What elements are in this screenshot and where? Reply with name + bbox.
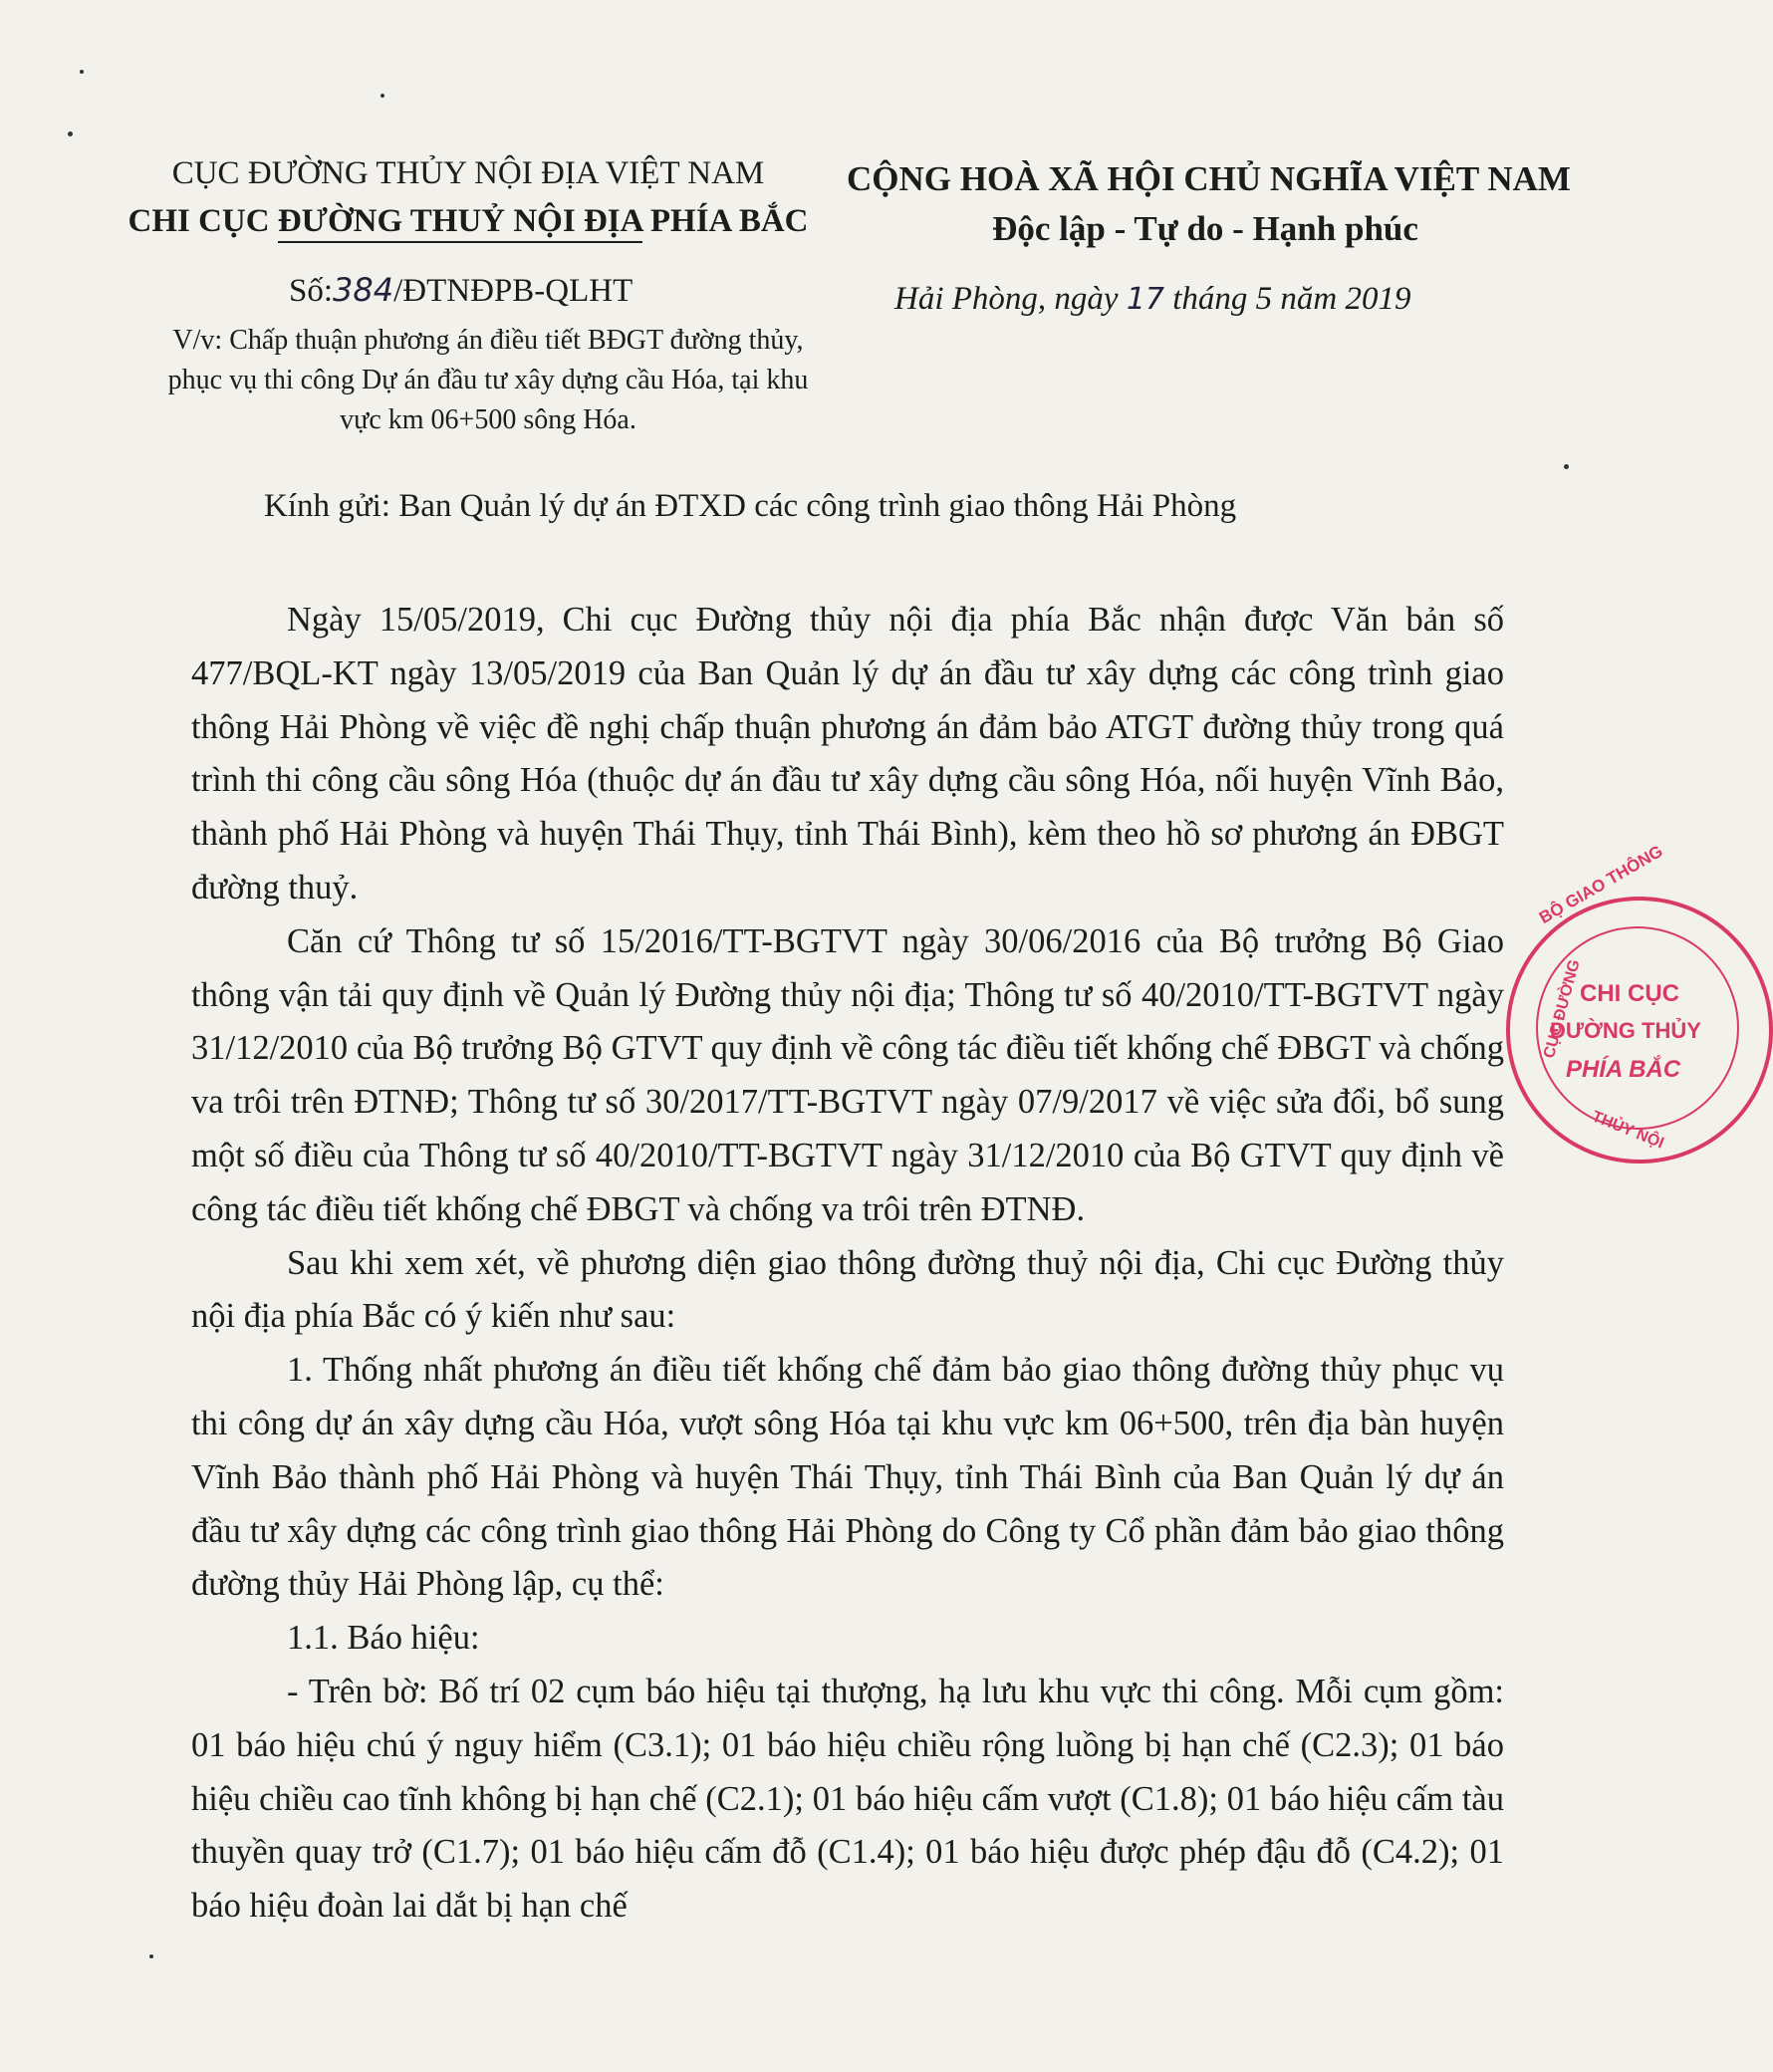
document-number-handwritten: 384 xyxy=(333,271,394,309)
seal-line-1: CHI CỤC xyxy=(1580,980,1679,1007)
paragraph-onshore-signs: - Trên bờ: Bố trí 02 cụm báo hiệu tại thượng, hạ lưu khu vực thi công. Mỗi cụm gồm: 01 báo hiệu chú ý nguy hiểm (C3.1); 01 báo hiệu chiều rộng luồng bị hạn chế (C2.3); 01 báo hiệu chiều cao tĩnh không bị hạn chế (C2.1); 01 báo hiệu cấm vượt (C1.8); 01 báo hiệu cấm tàu thuyền quay trở (C1.7); 01 báo hiệu cấm đỗ (C1.4); 01 báo hiệu được phép đậu đỗ (C4.2); 01 báo hiệu đoàn lai dắt bị hạn chế xyxy=(191,1672,1504,1926)
scan-speck xyxy=(1564,464,1569,469)
paragraph-item-1-1: 1.1. Báo hiệu: xyxy=(287,1619,480,1658)
place-date xyxy=(894,281,1411,318)
scan-speck xyxy=(149,1954,153,1958)
national-header xyxy=(847,154,1571,254)
letter-body xyxy=(191,594,1504,1934)
scan-speck xyxy=(80,70,84,74)
seal-line-2: ĐƯỜNG THỦY xyxy=(1550,1018,1701,1043)
seal-arc-top: BỘ GIAO THÔNG xyxy=(1536,841,1666,928)
day-handwritten: 17 xyxy=(1126,282,1164,317)
document-number xyxy=(289,271,633,310)
seal-arc-bottom: THỦY NỘI xyxy=(1589,1108,1666,1153)
seal-line-3: PHÍA BẮC xyxy=(1566,1056,1681,1083)
official-seal xyxy=(1506,841,1773,1164)
paragraph-receipt: Ngày 15/05/2019, Chi cục Đường thủy nội địa phía Bắc nhận được Văn bản số 477/BQL-KT ngày 13/05/2019 của Ban Quản lý dự án đầu tư xây dựng các công trình giao thông Hải Phòng về việc đề nghị chấp thuận phương án đảm bảo ATGT đường thủy trong quá trình thi công cầu sông Hóa (thuộc dự án đầu tư xây dựng cầu sông Hóa, nối huyện Vĩnh Bảo, thành phố Hải Phòng và huyện Thái Thụy, tỉnh Thái Bình), kèm theo hồ sơ phương án ĐBGT đường thuỷ. xyxy=(191,601,1504,906)
place-date-prefix: Hải Phòng, ngày xyxy=(894,281,1119,317)
place-date-suffix: tháng 5 năm 2019 xyxy=(1172,281,1411,317)
paragraph-item-1: 1. Thống nhất phương án điều tiết khống chế đảm bảo giao thông đường thủy phục vụ thi công dự án xây dựng cầu Hóa, vượt sông Hóa tại khu vực km 06+500, trên địa bàn huyện Vĩnh Bảo thành phố Hải Phòng và huyện Thái Thụy, tỉnh Thái Bình của Ban Quản lý dự án đầu tư xây dựng các công trình giao thông Hải Phòng do Công ty Cổ phần đảm bảo giao thông đường thủy Hải Phòng lập, cụ thể: xyxy=(191,1351,1504,1604)
issuing-agency xyxy=(100,197,837,245)
scan-speck xyxy=(68,131,73,136)
recipient-line: Kính gửi: Ban Quản lý dự án ĐTXD các công trình giao thông Hải Phòng xyxy=(264,488,1237,524)
paragraph-opinion-intro: Sau khi xem xét, về phương diện giao thông đường thuỷ nội địa, Chi cục Đường thủy nội địa phía Bắc có ý kiến như sau: xyxy=(191,1243,1504,1336)
issuer-block xyxy=(100,149,837,245)
nation-title: CỘNG HOÀ XÃ HỘI CHỦ NGHĨA VIỆT NAM xyxy=(847,159,1571,198)
paragraph-legal-basis: Căn cứ Thông tư số 15/2016/TT-BGTVT ngày 30/06/2016 của Bộ trưởng Bộ Giao thông vận tải quy định về Quản lý Đường thủy nội địa; Thông tư số 40/2010/TT-BGTVT ngày 31/12/2010 của Bộ trưởng Bộ GTVT quy định về công tác điều tiết khống chế ĐBGT và chống va trôi trên ĐTNĐ; Thông tư số 30/2017/TT-BGTVT ngày 07/9/2017 về việc sửa đổi, bổ sung một số điều của Thông tư số 40/2010/TT-BGTVT ngày 31/12/2010 của Bộ GTVT quy định về công tác điều tiết khống chế ĐBGT và chống va trôi trên ĐTNĐ. xyxy=(191,921,1504,1228)
seal-arc-left: CỤC ĐƯỜNG xyxy=(1540,957,1584,1061)
subject-line: V/v: Chấp thuận phương án điều tiết BĐGT đường thủy, phục vụ thi công Dự án đầu tư xây dựng cầu Hóa, tại khu vực km 06+500 sông Hóa. xyxy=(167,325,809,435)
scan-speck xyxy=(380,94,384,98)
issuing-agency-prefix: CHI CỤC xyxy=(127,203,278,239)
document-number-label: Số: xyxy=(289,273,334,309)
parent-agency: CỤC ĐƯỜNG THỦY NỘI ĐỊA VIỆT NAM xyxy=(171,155,765,191)
issuing-agency-suffix: PHÍA BẮC xyxy=(641,203,809,239)
national-motto: Độc lập - Tự do - Hạnh phúc xyxy=(992,209,1418,248)
document-number-suffix: /ĐTNĐPB-QLHT xyxy=(393,273,633,309)
issuing-agency-underlined: ĐƯỜNG THUỶ NỘI ĐỊA xyxy=(278,203,642,243)
